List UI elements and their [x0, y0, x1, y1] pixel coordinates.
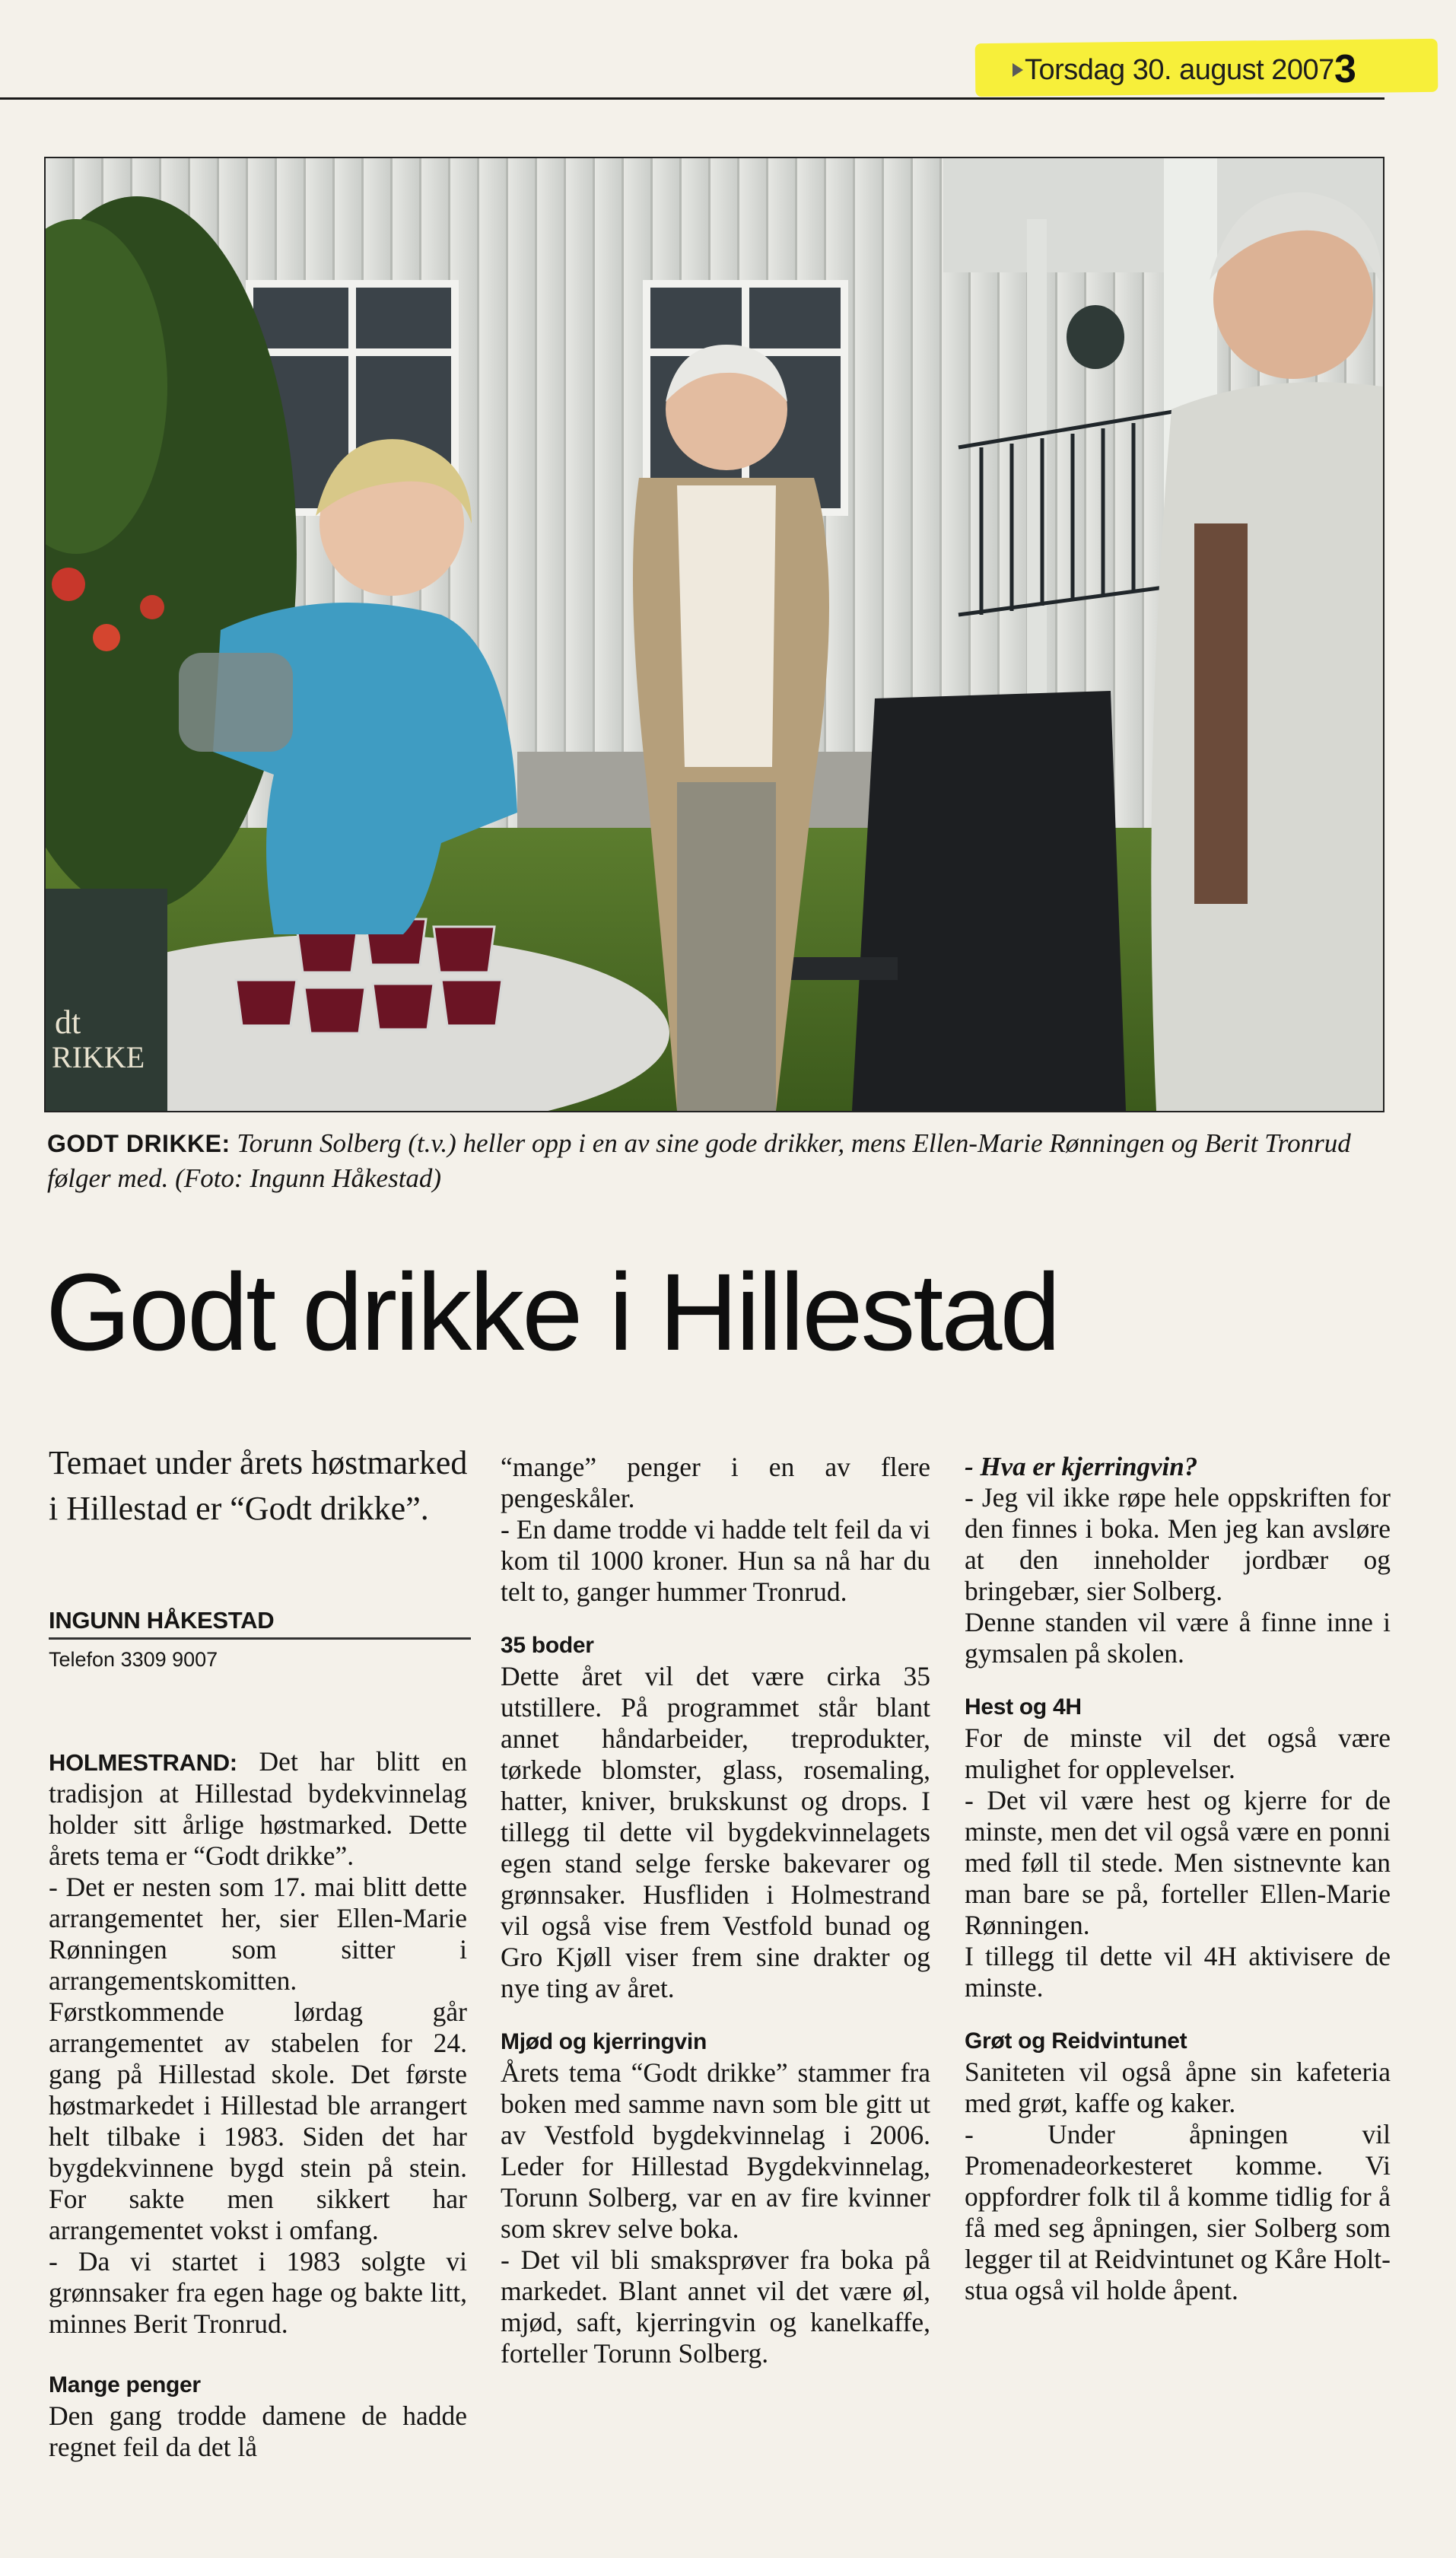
caption-text: Torunn Solberg (t.v.) heller opp i en av sine gode drikker, mens Ellen-Marie Rønningen og Berit Tronrud følger med. (Foto: Ingunn Håkestad) — [47, 1128, 1351, 1193]
photo-caption — [47, 1126, 1386, 1210]
article-column-2 — [501, 1452, 930, 2369]
paragraph: - Da vi startet i 1983 solgte vi grønnsaker fra egen hage og bakte litt, minnes Berit Tronrud. — [49, 2246, 467, 2339]
paragraph — [49, 1746, 467, 1872]
paragraph: Dette året vil det være cirka 35 utstillere. På programmet står blant annet håndarbeider, treprodukter, tørkede blomster, glass, rosemaling, hatter, kniver, brukskunst og drops. I tillegg til dette vil bygdekvinnelagets egen stand selge ferske bakevarer og grønnsaker. Husfliden i Holmestrand vil også vise frem Vestfold bunad og Gro Kjøll viser frem sine drakter og nye ting av året. — [501, 1661, 930, 2003]
article-photo — [44, 157, 1384, 1112]
subheading: Mange penger — [49, 2372, 201, 2397]
headline: Godt drikke i Hillestad — [46, 1251, 1059, 1373]
byline-phone: Telefon 3309 9007 — [49, 1648, 218, 1671]
byline-rule — [49, 1637, 471, 1640]
photo-garden-three-women-icon — [46, 158, 1383, 1111]
caption-label: GODT DRIKKE: — [47, 1130, 230, 1157]
paragraph: - Det er nesten som 17. mai blitt dette arrangementet her, sier Ellen-Marie Rønningen som sitter i arrangementskomitten. — [49, 1872, 467, 1996]
paragraph-text: Det har blitt en tradisjon at Hillestad bydekvinnelag holder sitt årlige høstmarked. Dette årets tema er “Godt drikke”. — [49, 1746, 467, 1871]
paragraph: Årets tema “Godt drikke” stammer fra boken med samme navn som ble gitt ut av Vestfold bygdekvinnelag i 2006. Leder for Hillestad Bygdekvinnelag, Torunn Solberg, var en av fire kvinner som skrev selve boka. — [501, 2057, 930, 2244]
paragraph: - Det vil bli smaksprøver fra boka på markedet. Blant annet vil det være øl, mjød, saft, kjerringvin og kanelkaffe, forteller Torunn Solberg. — [501, 2245, 930, 2369]
paragraph: - Jeg vil ikke røpe hele oppskriften for den finnes i boka. Men jeg kan avsløre at den inneholder jordbær og bringebær, sier Solberg. — [965, 1482, 1391, 1606]
paragraph: - Det vil være hest og kjerre for de minste, men det vil også være en ponni med føll til stede. Men sistnevnte kan man bare se på, forteller Ellen-Marie Rønningen. — [965, 1785, 1391, 1940]
dateline: HOLMESTRAND: — [49, 1749, 237, 1776]
header-date — [1008, 51, 1354, 89]
article-column-3 — [965, 1452, 1391, 2306]
paragraph: “mange” penger i en av flere pengeskåler. — [501, 1452, 930, 1513]
subheading: Grøt og Reidvintunet — [965, 2028, 1187, 2054]
header-date-text: Torsdag 30. august 2007 — [1025, 54, 1334, 86]
header-rule — [0, 97, 1384, 100]
paragraph: Førstkommende lørdag går arrangementet av stabelen for 24. gang på Hillestad skole. Det første høstmarkedet i Hillestad ble arrangert helt tilbake i 1983. Siden det har bygdekvinnene bygd stein på stein. For sakte men sikkert har arrangementet vokst i omfang. — [49, 1996, 467, 2245]
paragraph: Saniteten vil også åpne sin kafeteria med grøt, kaffe og kaker. — [965, 2057, 1391, 2118]
subheading: - Hva er kjerringvin? — [965, 1452, 1198, 1481]
subheading: Hest og 4H — [965, 1694, 1082, 1720]
paragraph: - Under åpningen vil Promenadeorkesteret komme. Vi oppfordrer folk til å komme tidlig for å få med seg åpningen, sier Solberg som legger til at Reidvintunet og Kåre Holt-stua også vil holde åpent. — [965, 2119, 1391, 2305]
article-intro: Temaet under årets høstmarked i Hillestad er “Godt drikke”. — [49, 1444, 468, 1527]
article-column-1 — [49, 1746, 467, 2463]
paragraph: Den gang trodde damene de hadde regnet feil da det lå — [49, 2401, 467, 2462]
paragraph: I tillegg til dette vil 4H aktivisere de minste. — [965, 1941, 1391, 2003]
paragraph: For de minste vil det også være mulighet for opplevelser. — [965, 1723, 1391, 1784]
paragraph: Denne standen vil være å finne inne i gymsalen på skolen. — [965, 1607, 1391, 1669]
paragraph: - En dame trodde vi hadde telt feil da vi kom til 1000 kroner. Hun sa nå har du telt to, ganger hummer Tronrud. — [501, 1514, 930, 1607]
page-number: 3 — [1334, 47, 1356, 91]
subheading: 35 boder — [501, 1633, 594, 1658]
svg-text:RIKKE: RIKKE — [52, 1040, 145, 1074]
subheading: Mjød og kjerringvin — [501, 2029, 707, 2054]
svg-text:dt: dt — [55, 1004, 81, 1041]
byline-author: INGUNN HÅKESTAD — [49, 1607, 275, 1634]
triangle-marker-icon — [1013, 63, 1023, 77]
